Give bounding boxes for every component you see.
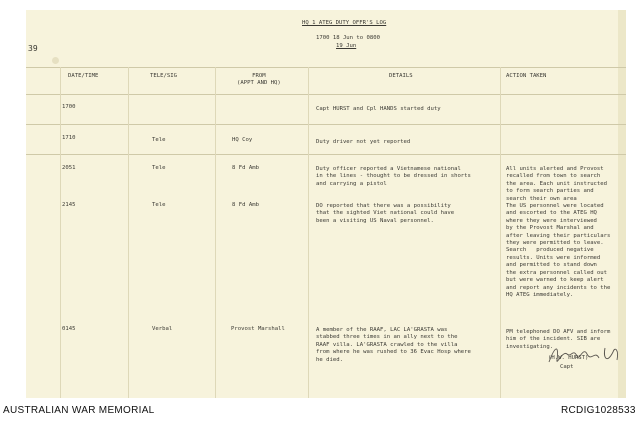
margin-mark: 39: [28, 44, 38, 53]
log-title: HQ 1 ATEG DUTY OFFR'S LOG: [302, 20, 387, 26]
col-header-details: DETAILS: [389, 73, 413, 79]
row-time: 1710: [62, 135, 76, 141]
row-time: 2145: [62, 202, 76, 208]
rule: [26, 124, 626, 125]
row-time: 2051: [62, 165, 76, 171]
row-tele: Tele: [152, 202, 166, 208]
column-rule: [308, 67, 309, 398]
row-details: DO reported that there was a possibility that the sighted Viet national could have been a visiting US Naval personnel.: [316, 203, 455, 224]
row-from: 8 Fd Amb: [232, 165, 259, 171]
column-rule: [500, 67, 501, 398]
signature-rank: Capt: [560, 364, 574, 370]
column-rule: [215, 67, 216, 398]
row-tele: Verbal: [152, 326, 173, 332]
row-from: HQ Coy: [232, 137, 253, 143]
footer-reference: RCDIG1028533: [561, 405, 636, 416]
rule: [26, 154, 626, 155]
col-header-tele: TELE/SIG: [150, 73, 177, 79]
col-header-action: ACTION TAKEN: [506, 73, 547, 79]
col-header-from: FROM (APPT AND HQ): [237, 73, 281, 87]
rule: [26, 94, 626, 95]
row-tele: Tele: [152, 137, 166, 143]
row-tele: Tele: [152, 165, 166, 171]
col-header-time: DATE/TIME: [68, 73, 99, 79]
row-time: 0145: [62, 326, 76, 332]
rule: [26, 67, 626, 68]
punch-hole: [52, 57, 59, 64]
column-rule: [60, 67, 61, 398]
row-from: 8 Fd Amb: [232, 202, 259, 208]
signature-name: (H.W. HURST): [548, 355, 589, 361]
row-details: Duty officer reported a Vietnamese national in the lines - thought to be dressed in shorts and carrying a pistol: [316, 166, 471, 187]
row-details: A member of the RAAF, LAC LA'GRASTA was stabbed three times in an ally next to the RAAF villa. LA'GRASTA crawled to the villa from where he was rushed to 36 Evac Hosp where he died.: [316, 327, 471, 363]
row-details: Duty driver not yet reported: [316, 139, 411, 145]
row-time: 1700: [62, 104, 76, 110]
log-period: 1700 18 Jun to 0800: [316, 35, 380, 41]
column-rule: [128, 67, 129, 398]
footer-source: AUSTRALIAN WAR MEMORIAL: [3, 405, 155, 416]
log-period-line2: 19 Jun: [336, 43, 357, 49]
row-action: PM telephoned DO AFV and inform him of the incident. SIB are investigating.: [506, 329, 611, 350]
row-action: All units alerted and Provost recalled from town to search the area. Each unit instructed to form search parties and search their own area The US personnel were located and escorted to the ATEG HQ where they were interviewed by the Provost Marshal and after leaving their particulars they were permitted to leave. Search produced negative results. Units were informed and permitted to stand down the extra personnel called out but were warned to keep alert and report any incidents to the HQ ATEG immediately.: [506, 166, 611, 298]
row-from: Provost Marshall: [231, 326, 285, 332]
row-details: Capt HURST and Cpl HANDS started duty: [316, 106, 441, 112]
